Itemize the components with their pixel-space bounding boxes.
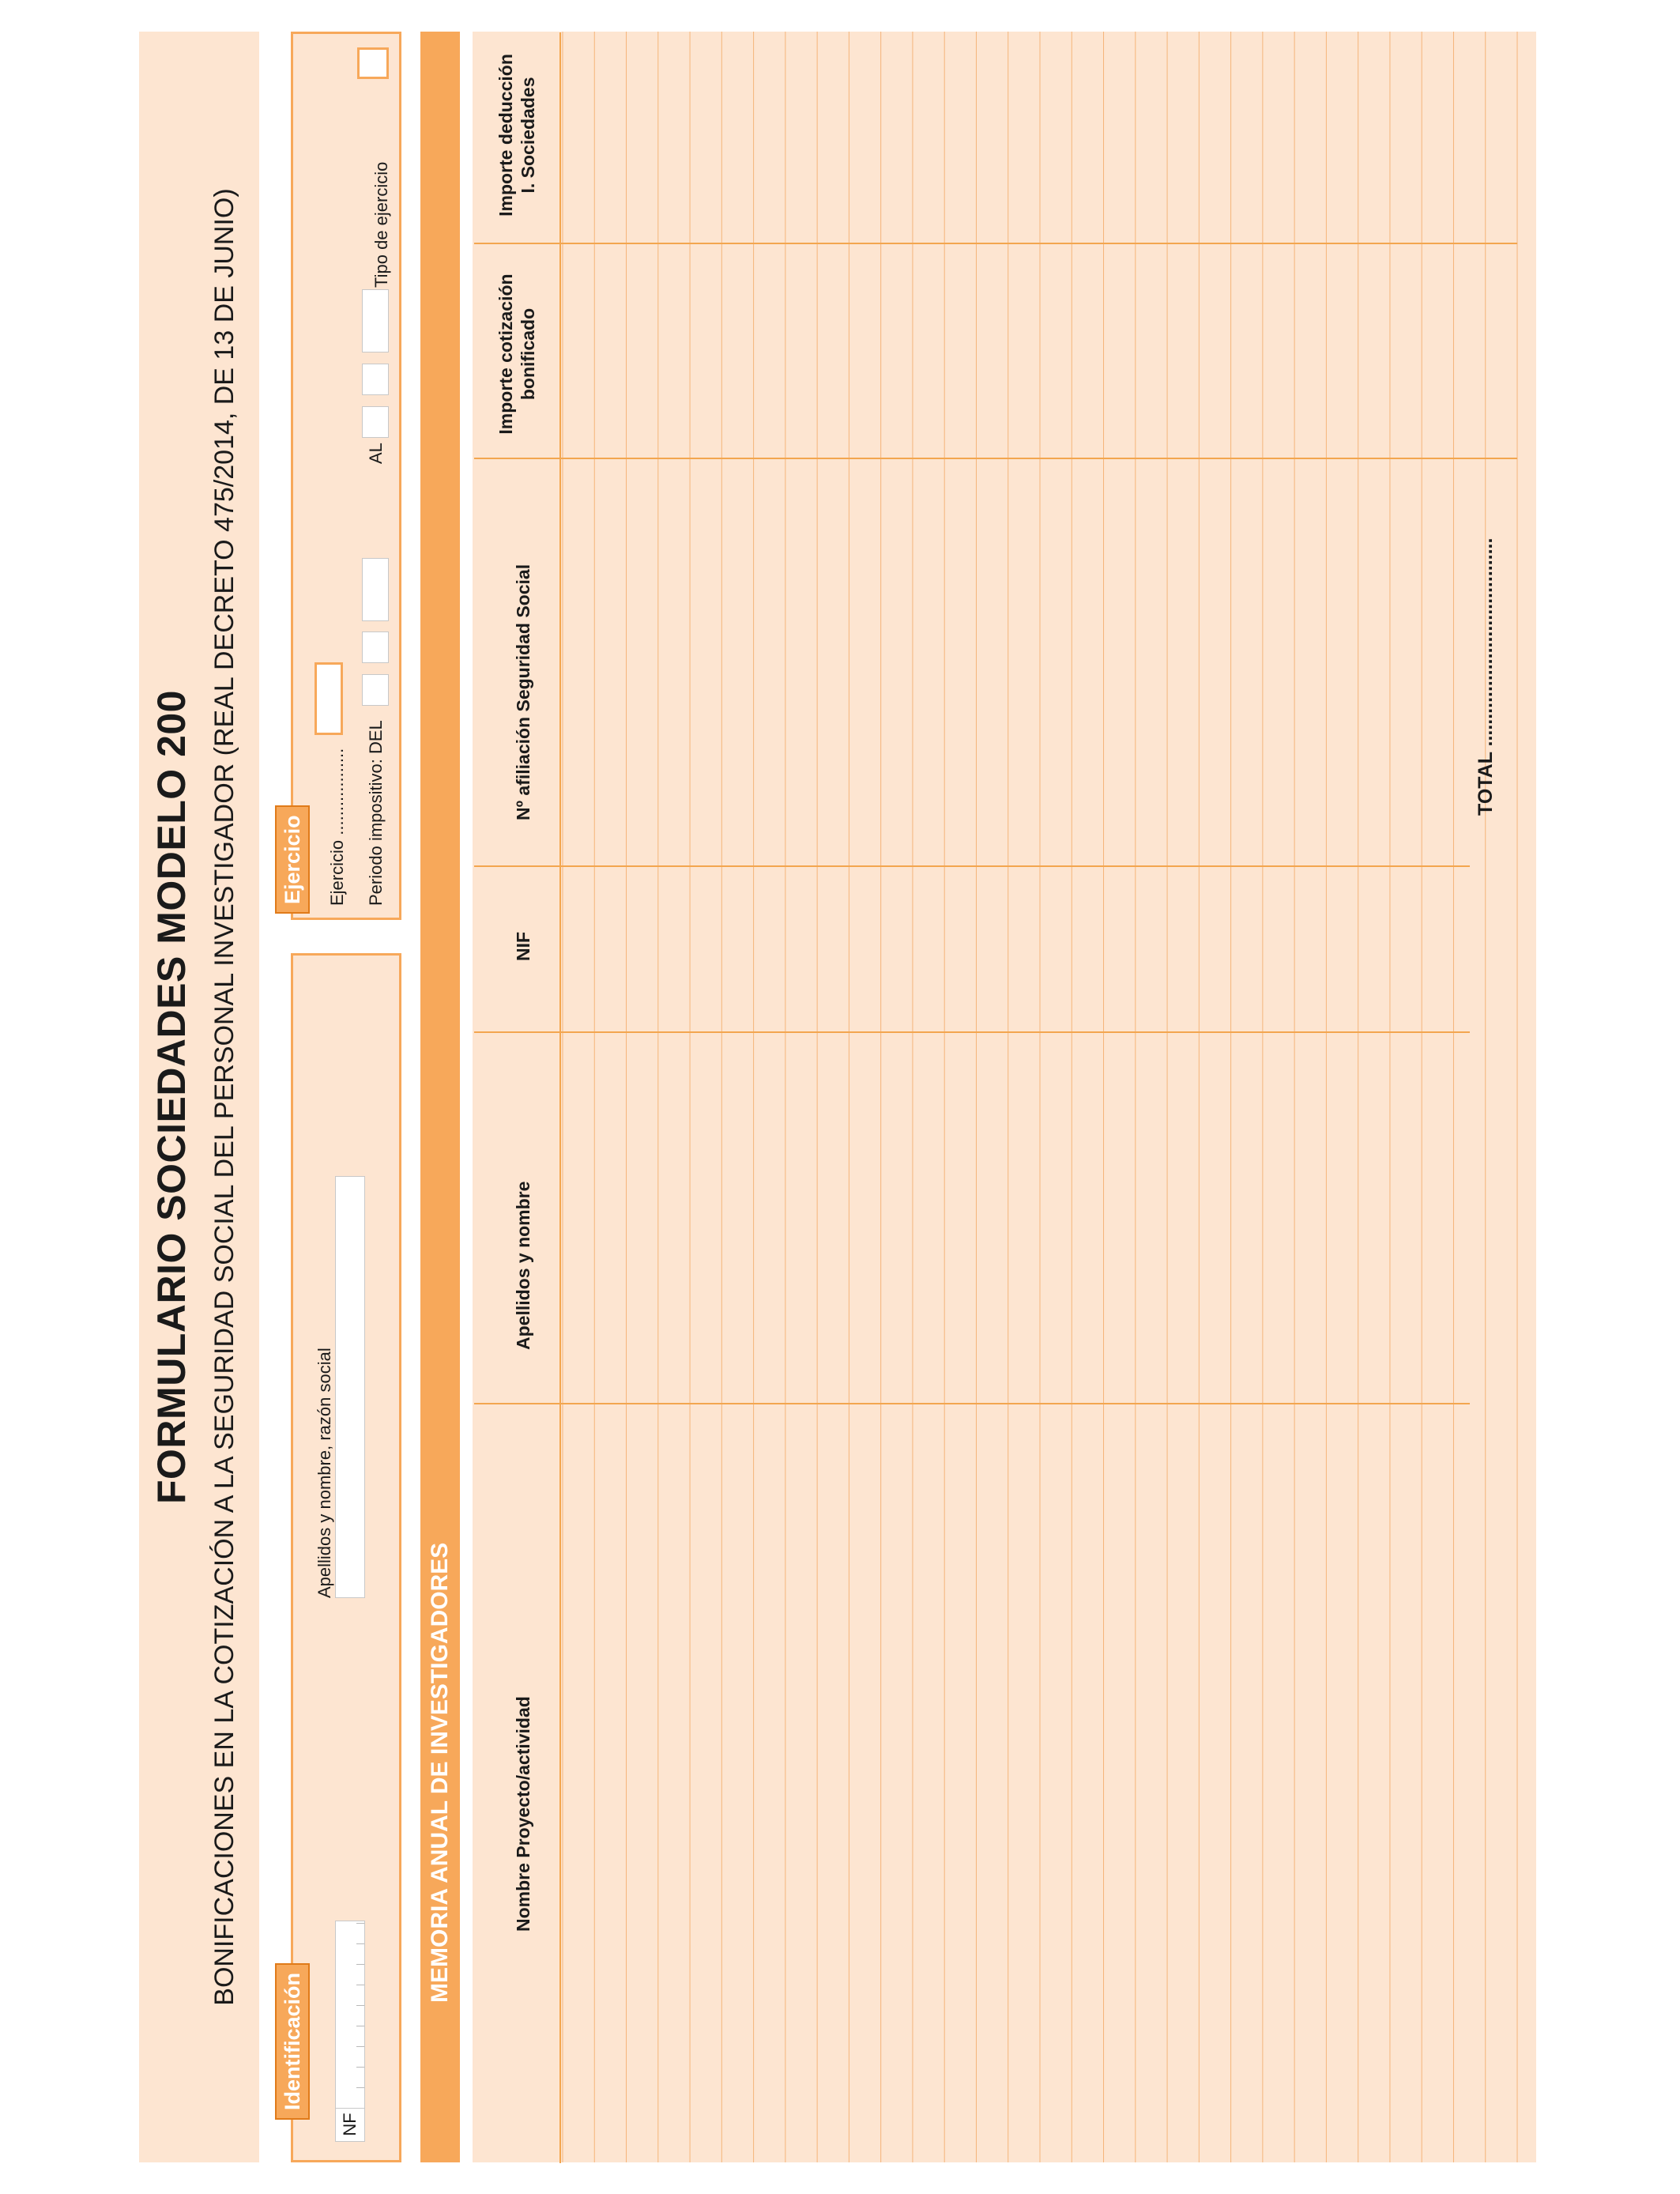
col-importe-cotizacion: Importe cotización bonificado <box>495 273 538 435</box>
nf-label: NF <box>335 2107 365 2142</box>
form-title: FORMULARIO SOCIEDADES MODELO 200 <box>149 690 194 1504</box>
tipo-ejercicio-label: Tipo de ejercicio <box>371 161 391 288</box>
identificacion-tag: Identificación <box>275 1963 310 2120</box>
col-apellidos-nombre: Apellidos y nombre <box>513 1181 533 1350</box>
periodo-impositivo-label: Periodo impositivo: DEL <box>366 720 386 906</box>
razon-social-label: Apellidos y nombre, razón social <box>315 1348 334 1598</box>
header-separator <box>559 32 561 2163</box>
memoria-title: MEMORIA ANUAL DE INVESTIGADORES <box>427 1542 453 2003</box>
periodo-al-label: AL <box>366 443 386 464</box>
col-nif: NIF <box>513 931 533 961</box>
col-importe-deduccion: Importe deducción I. Sociedades <box>495 54 538 217</box>
ejercicio-tag: Ejercicio <box>275 805 310 914</box>
form-subtitle: BONIFICACIONES EN LA COTIZACIÓN A LA SEGURIDAD SOCIAL DEL PERSONAL INVESTIGADOR (REAL DECRETO 475/2014, DE 13 DE JUNIO) <box>209 188 239 2006</box>
total-label: TOTAL ...................................... <box>1475 537 1497 816</box>
ejercicio-label: Ejercicio .................. <box>327 748 347 906</box>
col-afiliacion-ss: Nº afiliación Seguridad Social <box>513 564 533 820</box>
col-nombre-proyecto: Nombre Proyecto/actividad <box>513 1696 533 1932</box>
